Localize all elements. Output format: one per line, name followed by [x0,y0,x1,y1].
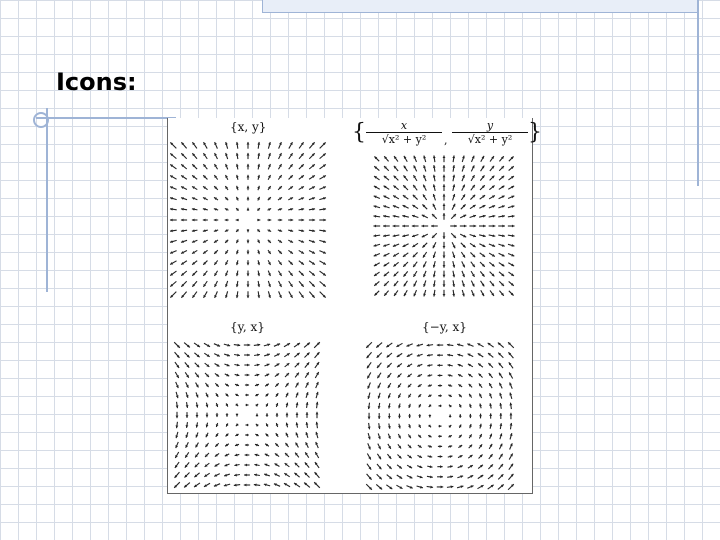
field-arrowhead [443,236,446,239]
denominator-2: √x² + y² [452,132,528,147]
field-arrowhead [479,414,482,417]
field-arrowhead [248,344,251,347]
field-arrowhead [438,384,441,387]
field-arrowhead [255,404,258,407]
field-arrowhead [493,225,496,228]
field-arrowhead [269,219,272,222]
field-arrowhead [428,424,431,427]
field-arrowhead [439,425,442,428]
field-arrowhead [245,434,248,437]
slide-title: Icons: [56,68,137,96]
field-arrowhead [246,384,249,387]
panel-label-normalized: { $\frac{x}{\text{√x² + y²}}$ , $\frac{y}{\text{√x² + y²}}$ } [352,119,542,147]
field-arrowhead [443,265,446,268]
field-arrowhead [443,184,446,187]
field-arrowhead [429,404,432,407]
panel-label-saddle: {y, x} [230,320,265,334]
field-arrowhead [440,465,443,468]
field-arrowhead [186,415,189,418]
field-arrowhead [247,354,250,357]
field-arrowhead [443,275,446,278]
field-arrowhead [247,175,250,178]
field-arrowhead [235,403,238,406]
field-arrowhead [196,415,199,418]
field-arrowhead [206,415,209,418]
field-arrowhead [280,219,283,222]
field-arrowhead [443,165,446,168]
field-arrowhead [412,225,415,228]
field-arrowhead [316,412,319,415]
field-arrowhead [443,256,446,259]
field-arrowhead [440,475,443,478]
field-arrowhead [368,417,371,420]
field-arrowhead [245,454,248,457]
field-arrowhead [244,484,247,487]
field-arrowhead [443,203,446,206]
field-arrowhead [443,213,446,216]
field-arrowhead [192,219,195,222]
field-arrowhead [421,225,424,228]
field-arrowhead [247,164,250,167]
top-decor-bar [262,0,699,13]
field-arrowhead [170,219,173,222]
field-arrowhead [388,416,391,419]
field-arrowhead [247,241,250,244]
title-underline-rule [36,117,176,119]
field-arrowhead [244,474,247,477]
field-arrowhead [378,416,381,419]
numerator-x: x [400,119,408,132]
field-arrowhead [247,263,250,266]
unit-radial-field-plot [372,154,516,298]
right-decor-rule [697,0,699,186]
field-arrowhead [256,413,259,416]
field-arrowhead [440,455,443,458]
field-arrowhead [245,424,248,427]
field-arrowhead [247,208,250,211]
field-arrowhead [431,225,434,228]
field-arrowhead [499,413,502,416]
denominator-1: √x² + y² [366,132,442,147]
field-arrowhead [443,294,446,297]
panel-label-radial: {x, y} [230,120,267,134]
field-arrowhead [296,412,299,415]
field-arrowhead [449,405,452,408]
field-arrowhead [437,344,440,347]
field-arrowhead [247,230,250,233]
field-arrowhead [226,414,229,417]
field-arrowhead [408,416,411,419]
field-arrowhead [306,412,309,415]
field-arrowhead [441,486,444,489]
field-arrowhead [286,413,289,416]
field-arrowhead [266,413,269,416]
field-arrowhead [246,394,249,397]
field-arrowhead [440,445,443,448]
field-arrowhead [483,225,486,228]
field-arrowhead [247,284,250,287]
field-arrowhead [512,225,515,228]
field-arrowhead [236,414,239,417]
field-arrowhead [247,142,250,145]
field-arrowhead [454,225,457,228]
field-arrowhead [247,153,250,156]
field-arrowhead [443,246,446,249]
field-arrowhead [443,175,446,178]
rotation-field-plot [364,340,516,492]
field-arrowhead [225,219,228,222]
field-arrowhead [181,219,184,222]
field-arrowhead [443,155,446,158]
field-arrowhead [398,416,401,419]
field-arrowhead [247,197,250,200]
field-arrowhead [443,194,446,197]
field-arrowhead [439,435,442,438]
field-arrowhead [247,295,250,298]
field-arrowhead [203,219,206,222]
radial-field-plot [168,140,328,300]
field-arrowhead [459,414,462,417]
field-arrowhead [312,219,315,222]
field-arrowhead [502,225,505,228]
field-arrowhead [464,225,467,228]
field-arrowhead [474,225,477,228]
field-arrowhead [247,364,250,367]
field-arrowhead [247,186,250,189]
field-arrowhead [383,225,386,228]
field-arrowhead [510,413,513,416]
field-arrowhead [276,413,279,416]
field-arrowhead [216,414,219,417]
field-arrowhead [176,416,179,419]
field-arrowhead [302,219,305,222]
field-arrowhead [437,354,440,357]
field-arrowhead [247,274,250,277]
numerator-y: y [486,119,494,132]
field-arrowhead [246,404,249,407]
field-arrowhead [291,219,294,222]
saddle-field-plot [172,340,322,490]
field-arrowhead [256,424,259,427]
field-arrowhead [438,374,441,377]
field-arrowhead [393,225,396,228]
field-arrowhead [449,414,452,417]
field-arrowhead [402,225,405,228]
field-arrowhead [418,415,421,418]
field-arrowhead [258,219,261,222]
field-arrowhead [438,394,441,397]
field-arrowhead [437,364,440,367]
decor-circle [33,112,49,128]
field-arrowhead [489,413,492,416]
field-arrowhead [247,252,250,255]
field-arrowhead [448,425,451,428]
panel-label-rotation: {−y, x} [422,320,467,334]
vector-field-figure [167,118,542,494]
left-decor-rule [46,108,48,292]
field-arrowhead [443,284,446,287]
field-arrowhead [247,374,250,377]
field-arrowhead [469,414,472,417]
field-arrowhead [428,415,431,418]
field-arrowhead [245,444,248,447]
field-arrowhead [236,219,239,222]
field-arrowhead [214,219,217,222]
field-arrowhead [438,404,441,407]
field-arrowhead [323,219,326,222]
field-arrowhead [244,464,247,467]
field-arrowhead [236,423,239,426]
field-arrowhead [373,225,376,228]
